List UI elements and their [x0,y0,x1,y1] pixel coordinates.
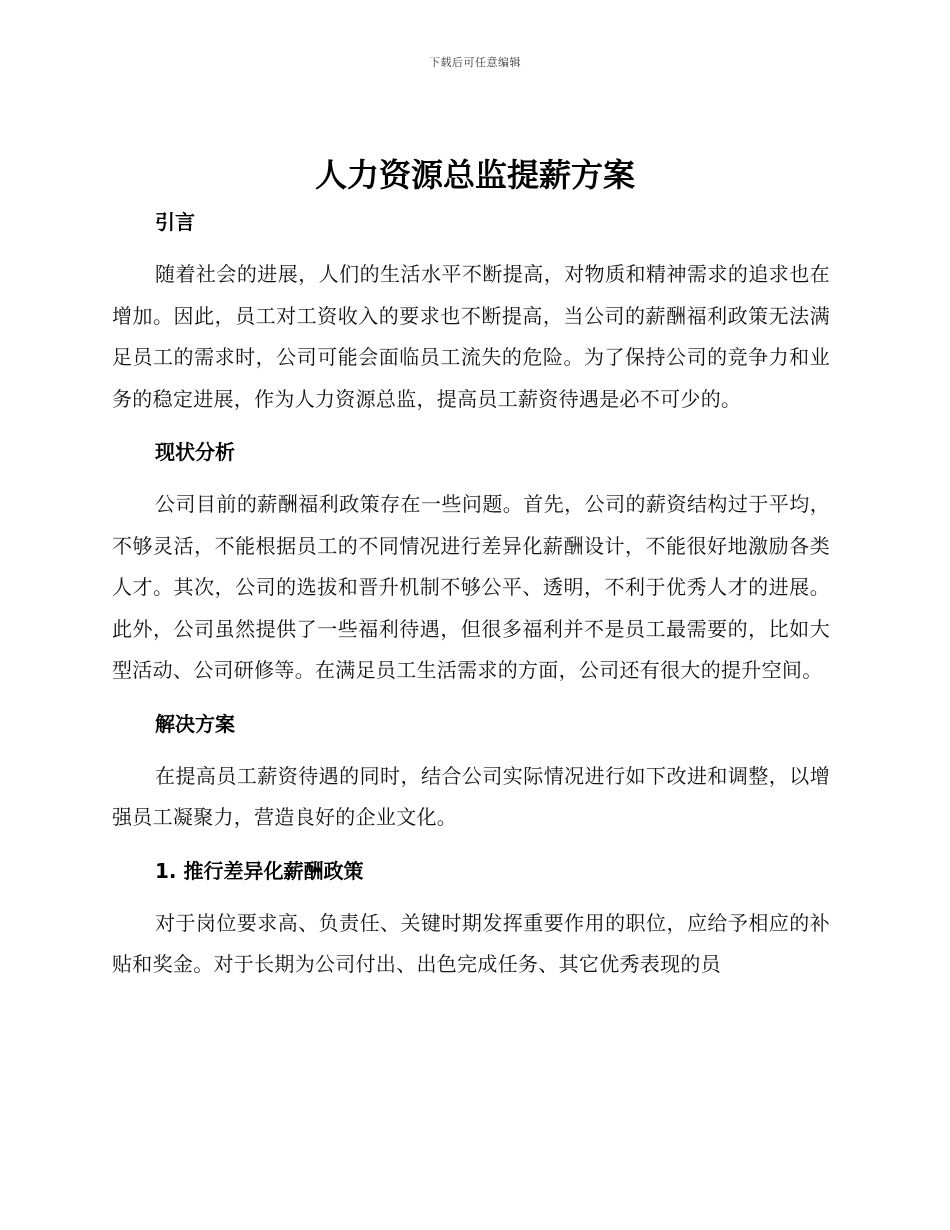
section-heading: 现状分析 [155,440,235,464]
section-intro [112,202,830,420]
section-paragraph: 随着社会的进展，人们的生活水平不断提高，对物质和精神需求的追求也在增加。因此，员工对工资收入的要求也不断提高，当公司的薪酬福利政策无法满足员工的需求时，公司可能会面临员工流失的危险。为了保持公司的竞争力和业务的稳定进展，作为人力资源总监，提高员工薪资待遇是必不可少的。 [112,262,830,411]
document-title: 人力资源总监提薪方案 [314,156,635,194]
section-heading: 解决方案 [155,711,235,736]
section-solution [112,704,830,839]
document-body [112,202,830,986]
section-paragraph: 在提高员工薪资待遇的同时，结合公司实际情况进行如下改进和调整，以增强员工凝聚力，营造良好的企业文化。 [112,763,830,829]
section-current-analysis [112,432,830,692]
section-paragraph: 对于岗位要求高、负责任、关键时期发挥重要作用的职位，应给予相应的补贴和奖金。对于长期为公司付出、出色完成任务、其它优秀表现的员 [112,910,830,976]
section-heading: 1. 推行差异化薪酬政策 [155,858,364,883]
header-note: 下载后可任意编辑 [429,56,521,69]
section-differentiated-pay [112,851,830,986]
section-paragraph: 公司目前的薪酬福利政策存在一些问题。首先，公司的薪资结构过于平均，不够灵活，不能根据员工的不同情况进行差异化薪酬设计，不能很好地激励各类人才。其次，公司的选拔和晋升机制不够公平、透明，不利于优秀人才的进展。此外，公司虽然提供了一些福利待遇，但很多福利并不是员工最需要的，比如大型活动、公司研修等。在满足员工生活需求的方面，公司还有很大的提升空间。 [112,492,830,682]
section-heading: 引言 [155,210,195,234]
